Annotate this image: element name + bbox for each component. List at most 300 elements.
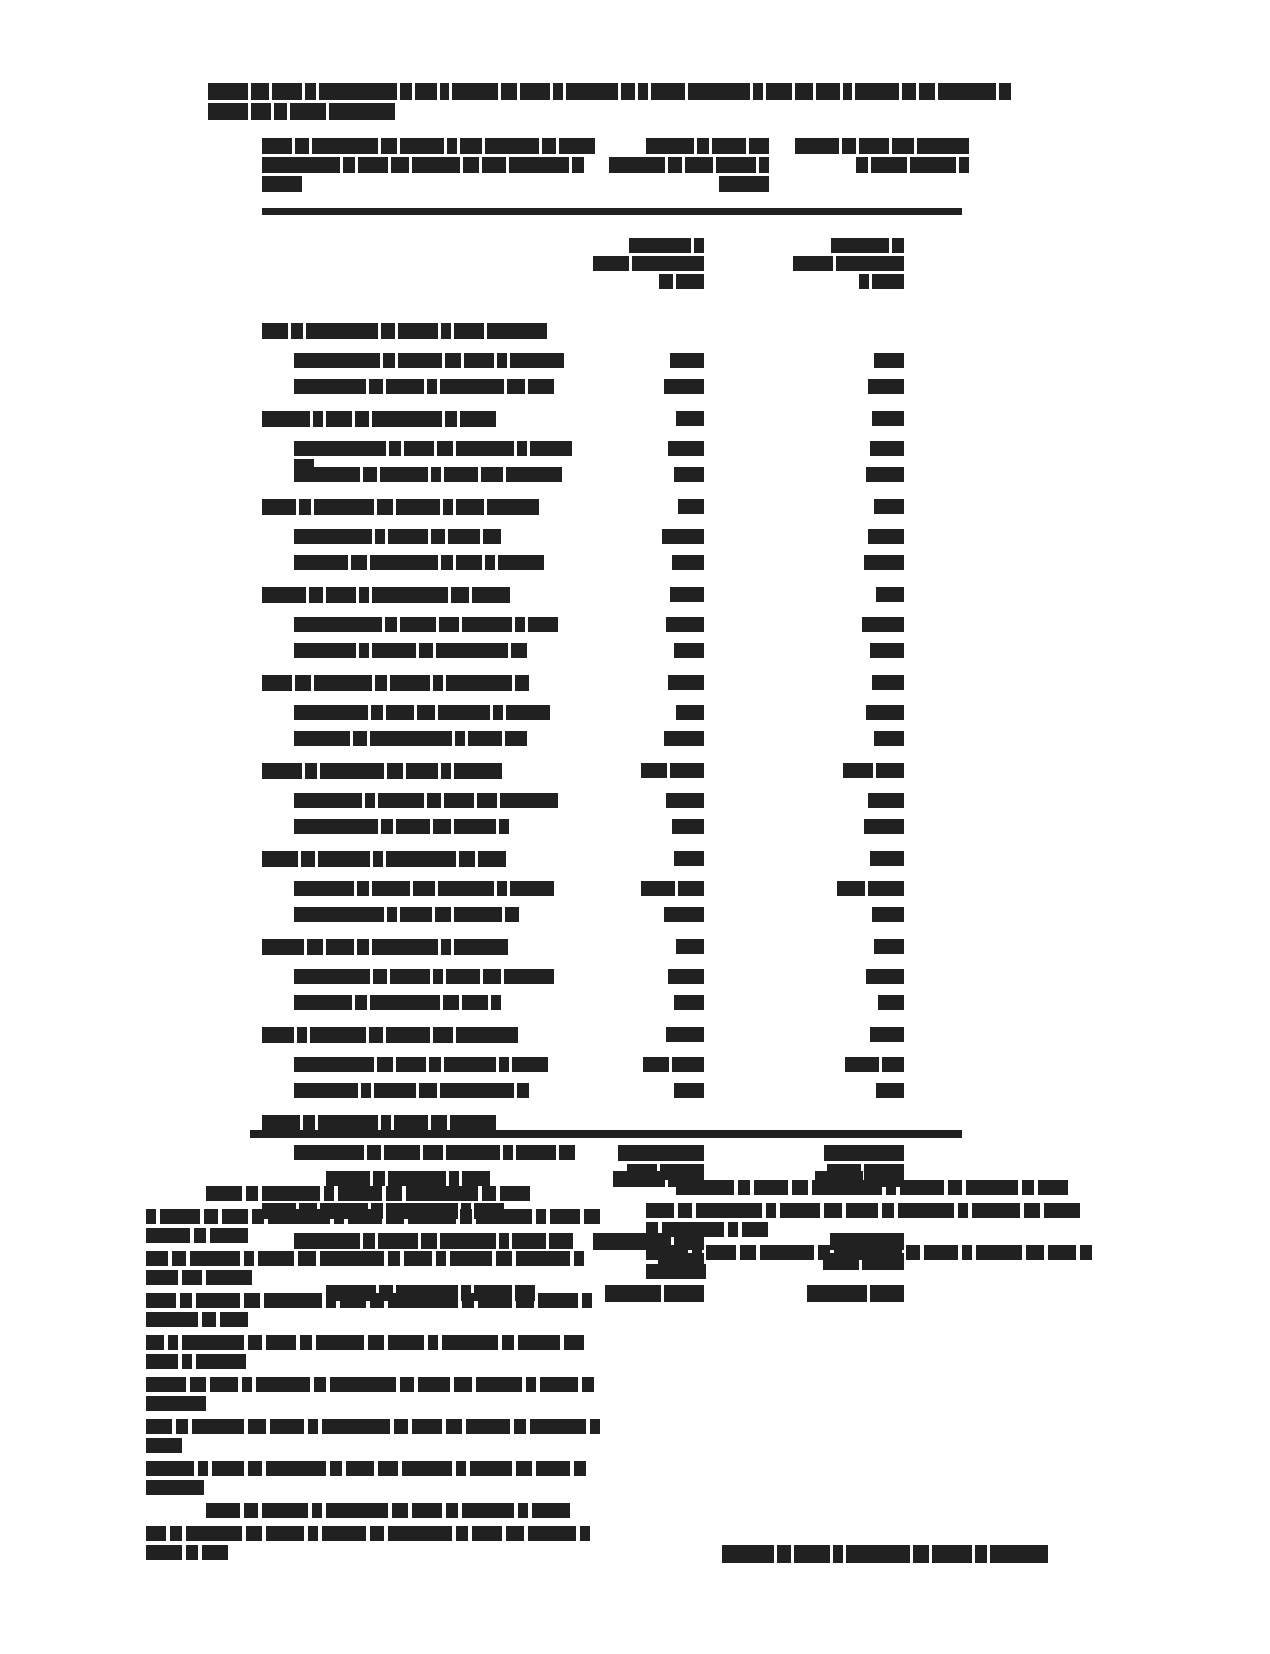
redaction-bar [754, 1180, 788, 1195]
row-label [262, 1027, 592, 1046]
table-row [262, 379, 962, 405]
redaction-bar [220, 1312, 248, 1327]
row-label-redaction [294, 1145, 592, 1163]
row-label-redaction [294, 793, 592, 811]
row-value-col1 [592, 851, 707, 869]
redaction-bar [646, 1245, 688, 1260]
redaction-bar [831, 238, 889, 253]
redaction-bar [322, 1419, 390, 1434]
redaction-bar [378, 1461, 398, 1476]
redaction-bar [252, 1209, 264, 1224]
redaction-bar [874, 731, 904, 746]
redaction-bar [400, 138, 444, 154]
redaction-bar [584, 1209, 600, 1224]
redaction-bar [419, 643, 433, 658]
redaction-bar [248, 1419, 266, 1434]
redaction-bar [676, 411, 704, 426]
redaction-bar [444, 467, 478, 482]
redaction-bar [446, 1419, 462, 1434]
row-value-col2-redaction [792, 1285, 907, 1305]
redaction-bar [427, 379, 437, 394]
row-value-col1-redaction [592, 467, 707, 485]
redaction-bar [368, 1335, 384, 1350]
row-value-col1-redaction [592, 995, 707, 1013]
redaction-bar [676, 705, 704, 720]
redaction-bar [674, 467, 704, 482]
redaction-bar [418, 1377, 450, 1392]
redaction-bar [485, 138, 539, 154]
redaction-bar [674, 995, 704, 1010]
redaction-bar [196, 1354, 246, 1369]
redaction-bar [295, 675, 311, 691]
redaction-bar [381, 323, 395, 339]
row-value-col2 [792, 353, 907, 371]
table-row [262, 353, 962, 379]
redaction-bar [433, 675, 443, 691]
redaction-bar [1044, 1203, 1080, 1218]
redaction-bar [526, 1377, 536, 1392]
redaction-bar [694, 238, 704, 253]
redaction-bar [855, 83, 899, 100]
row-label [262, 643, 592, 661]
row-label [262, 529, 592, 547]
row-value-col2 [792, 675, 907, 693]
redaction-bar [872, 274, 904, 289]
redaction-bar [868, 881, 904, 896]
redaction-bar [196, 1293, 240, 1308]
redaction-bar [251, 83, 269, 100]
redaction-bar [632, 256, 704, 271]
redaction-bar [659, 274, 673, 289]
redaction-bar [146, 1461, 194, 1476]
redaction-bar [413, 881, 435, 896]
redaction-bar [262, 157, 340, 173]
column-header-prior-period [592, 238, 707, 292]
redaction-bar [377, 499, 393, 515]
redaction-bar [719, 176, 769, 192]
redaction-bar [550, 1209, 580, 1224]
redaction-bar [380, 467, 428, 482]
redaction-bar [446, 675, 512, 691]
redaction-bar [326, 1293, 336, 1308]
redaction-bar [262, 1027, 294, 1043]
row-value-col2-redaction [792, 995, 907, 1013]
redaction-bar [818, 1245, 830, 1260]
redaction-bar [394, 1419, 408, 1434]
row-label-redaction [262, 675, 592, 694]
redaction-bar [294, 907, 384, 922]
table-row [262, 499, 962, 529]
redaction-bar [664, 731, 704, 746]
redaction-bar [294, 1145, 364, 1160]
redaction-bar [674, 1083, 704, 1098]
row-label [262, 819, 592, 837]
redaction-bar [182, 1335, 244, 1350]
redaction-bar [972, 1203, 1020, 1218]
table-row [262, 907, 962, 933]
redaction-bar [564, 1335, 584, 1350]
redaction-bar [975, 1545, 987, 1563]
row-label-redaction [294, 1057, 592, 1075]
table-row [262, 411, 962, 441]
redaction-bar [294, 793, 362, 808]
redaction-bar [452, 83, 498, 100]
redaction-bar [446, 969, 480, 984]
redaction-bar [466, 1419, 510, 1434]
row-label-redaction [294, 705, 592, 723]
row-label-redaction [262, 1027, 592, 1046]
redaction-bar [900, 1180, 944, 1195]
redaction-bar [454, 819, 496, 834]
row-value-col2-redaction [792, 763, 907, 781]
redaction-bar [464, 353, 494, 368]
redaction-bar [264, 1293, 322, 1308]
footnote-line [146, 1251, 606, 1289]
redaction-bar [1022, 1180, 1034, 1195]
table-row [262, 793, 962, 819]
redaction-bar [355, 995, 367, 1010]
row-value-col1-redaction [592, 1083, 707, 1101]
redaction-bar [866, 467, 904, 482]
redaction-bar [192, 1419, 244, 1434]
row-label-redaction [294, 995, 592, 1013]
redaction-bar [722, 1545, 774, 1563]
redaction-bar [697, 138, 709, 154]
row-label [262, 969, 592, 987]
row-value-col1 [592, 819, 707, 837]
redaction-bar [412, 1419, 442, 1434]
redaction-bar [463, 157, 479, 173]
redaction-bar [389, 441, 401, 456]
row-value-col2 [792, 1027, 907, 1045]
row-label [262, 499, 592, 518]
row-value-col2 [792, 705, 907, 723]
table-row [262, 529, 962, 555]
row-value-col1 [592, 705, 707, 723]
redaction-bar [358, 157, 388, 173]
redaction-bar [672, 1057, 704, 1072]
redaction-bar [454, 1377, 472, 1392]
column-header-current-period-redaction [792, 238, 907, 292]
redaction-bar [559, 1145, 575, 1160]
redaction-bar [443, 499, 453, 515]
redaction-bar [1038, 1180, 1068, 1195]
redaction-bar [343, 157, 355, 173]
row-value-col2 [792, 763, 907, 781]
row-value-col1 [592, 995, 707, 1013]
redaction-bar [340, 1293, 366, 1308]
row-label [262, 675, 592, 694]
redaction-bar [542, 138, 556, 154]
row-value-col2 [792, 939, 907, 957]
row-value-col1-redaction [592, 587, 707, 605]
redaction-bar [438, 881, 494, 896]
row-label [262, 555, 592, 573]
row-value-col2-redaction [792, 969, 907, 987]
redaction-bar [870, 643, 904, 658]
redaction-bar [662, 529, 704, 544]
row-value-col1-redaction [592, 705, 707, 723]
document-title-redaction [208, 83, 1038, 123]
redaction-bar [168, 1335, 178, 1350]
row-label-redaction [262, 851, 592, 870]
row-value-col1 [592, 793, 707, 811]
redaction-bar [876, 763, 904, 778]
redaction-bar [582, 1293, 592, 1308]
footnote-line [146, 1526, 606, 1564]
redaction-bar [294, 467, 360, 482]
redaction-bar [146, 1377, 186, 1392]
redaction-bar [274, 103, 287, 120]
row-value-col2-redaction [792, 617, 907, 635]
redaction-bar [528, 617, 558, 632]
redaction-bar [528, 1526, 576, 1541]
redaction-bar [303, 1115, 315, 1131]
redaction-bar [312, 138, 378, 154]
redaction-bar [146, 1526, 166, 1541]
redaction-bar [833, 1545, 843, 1563]
redaction-bar [440, 379, 504, 394]
redaction-bar [460, 411, 496, 427]
redaction-bar [324, 1186, 334, 1201]
row-value-col1-redaction [592, 617, 707, 635]
redaction-bar [668, 441, 704, 456]
redaction-bar [417, 705, 435, 720]
row-value-col2-redaction [792, 675, 907, 693]
footnote-right-redaction [646, 1180, 1096, 1283]
redaction-bar [370, 731, 452, 746]
redaction-bar [878, 995, 904, 1010]
redaction-bar [876, 1083, 904, 1098]
redaction-bar [506, 705, 550, 720]
statement-title-redaction [262, 138, 622, 195]
table-row [262, 1145, 962, 1171]
row-value-col1-redaction [592, 441, 707, 459]
row-label [262, 617, 592, 635]
redaction-bar [500, 1186, 530, 1201]
redaction-bar [454, 907, 502, 922]
redaction-bar [668, 675, 704, 690]
redaction-bar [146, 1438, 182, 1453]
row-value-col1-redaction [592, 1285, 707, 1305]
redaction-bar [357, 939, 369, 955]
redaction-bar [190, 1377, 206, 1392]
redaction-bar [206, 1270, 252, 1285]
redaction-bar [868, 379, 904, 394]
redaction-bar [478, 851, 506, 867]
redaction-bar [262, 851, 298, 867]
redaction-bar [870, 441, 904, 456]
redaction-bar [404, 1251, 432, 1266]
redaction-bar [493, 705, 503, 720]
redaction-bar [456, 441, 514, 456]
redaction-bar [516, 1251, 570, 1266]
redaction-bar [251, 103, 271, 120]
redaction-bar [443, 995, 459, 1010]
redaction-bar [176, 1419, 188, 1434]
redaction-bar [485, 555, 495, 570]
redaction-bar [777, 1545, 791, 1563]
redaction-bar [517, 441, 527, 456]
redaction-bar [204, 1209, 218, 1224]
redaction-bar [298, 1251, 316, 1266]
redaction-bar [294, 1083, 358, 1098]
redaction-bar [487, 323, 547, 339]
row-value-col2-redaction [792, 851, 907, 869]
redaction-bar [859, 274, 869, 289]
redaction-bar [294, 1057, 374, 1072]
redaction-bar [400, 907, 432, 922]
row-value-col1 [592, 379, 707, 397]
row-value-col2-redaction [792, 881, 907, 899]
redaction-bar [186, 1545, 198, 1560]
footnote-line [646, 1203, 1096, 1241]
redaction-bar [498, 555, 544, 570]
redaction-bar [866, 969, 904, 984]
redaction-bar [959, 157, 969, 173]
row-value-col2 [792, 851, 907, 869]
redaction-bar [512, 1057, 548, 1072]
row-value-col1 [592, 731, 707, 749]
row-value-col2-redaction [792, 467, 907, 485]
redaction-bar [886, 1180, 896, 1195]
redaction-bar [1080, 1245, 1092, 1260]
redaction-bar [582, 1377, 594, 1392]
table-row [262, 939, 962, 969]
redaction-bar [472, 587, 510, 603]
row-value-col1 [592, 467, 707, 485]
redaction-bar [294, 731, 350, 746]
redaction-bar [329, 103, 395, 120]
redaction-bar [641, 881, 675, 896]
row-label-redaction [262, 323, 592, 342]
redaction-bar [501, 83, 517, 100]
redaction-bar [433, 1027, 453, 1043]
row-value-col2-redaction [792, 441, 907, 459]
redaction-bar [506, 467, 562, 482]
redaction-bar [629, 238, 691, 253]
redaction-bar [478, 1293, 512, 1308]
redaction-bar [862, 617, 904, 632]
redaction-bar [868, 793, 904, 808]
redaction-bar [294, 555, 348, 570]
row-value-col2-redaction [792, 939, 907, 957]
redaction-bar [182, 1270, 202, 1285]
redaction-bar [320, 1251, 384, 1266]
redaction-bar [514, 1419, 526, 1434]
redaction-bar [353, 731, 367, 746]
row-label-redaction [294, 467, 592, 485]
redaction-bar [824, 1203, 842, 1218]
table-row [262, 731, 962, 757]
redaction-bar [190, 1251, 240, 1266]
redaction-bar [262, 411, 310, 427]
row-label [262, 467, 592, 485]
redaction-bar [294, 379, 366, 394]
redaction-bar [436, 643, 508, 658]
footnote-left [146, 1186, 606, 1568]
row-value-col1 [592, 969, 707, 987]
redaction-bar [431, 529, 445, 544]
redaction-bar [294, 353, 380, 368]
redaction-bar [244, 1503, 258, 1518]
table-row [262, 555, 962, 581]
redaction-bar [792, 1180, 808, 1195]
redaction-bar [408, 1209, 456, 1224]
row-label-redaction [294, 1083, 592, 1101]
redaction-bar [320, 763, 384, 779]
row-value-col2-redaction [792, 1027, 907, 1045]
redaction-bar [258, 1251, 294, 1266]
redaction-bar [566, 83, 618, 100]
row-value-col1 [592, 529, 707, 547]
redaction-bar [146, 1251, 168, 1266]
row-label [262, 939, 592, 958]
row-label [262, 411, 592, 430]
redaction-bar [843, 763, 873, 778]
redaction-bar [507, 379, 525, 394]
redaction-bar [369, 1027, 383, 1043]
redaction-bar [202, 1312, 216, 1327]
redaction-bar [390, 969, 430, 984]
redaction-bar [692, 1245, 702, 1260]
row-value-col1 [592, 881, 707, 899]
redaction-bar [924, 1245, 958, 1260]
redaction-bar [553, 83, 563, 100]
row-label [262, 705, 592, 723]
row-value-col2 [792, 467, 907, 485]
table-row [262, 1057, 962, 1083]
redaction-bar [383, 353, 395, 368]
redaction-bar [370, 1293, 384, 1308]
redaction-bar [666, 617, 704, 632]
redaction-bar [361, 1083, 371, 1098]
redaction-bar [455, 731, 465, 746]
redaction-bar [824, 1145, 904, 1161]
redaction-bar [882, 1203, 894, 1218]
table-row [262, 1027, 962, 1057]
row-label [262, 995, 592, 1013]
redaction-bar [505, 731, 527, 746]
row-value-col2 [792, 907, 907, 925]
redaction-bar [398, 323, 438, 339]
redaction-bar [435, 907, 451, 922]
row-value-col1-redaction [592, 907, 707, 925]
redaction-bar [621, 83, 635, 100]
redaction-bar [738, 1180, 750, 1195]
table-row [262, 1083, 962, 1109]
redaction-bar [892, 138, 914, 154]
redaction-bar [381, 819, 393, 834]
row-label [262, 881, 592, 899]
redaction-bar [919, 83, 935, 100]
redaction-bar [308, 1526, 318, 1541]
redaction-bar [400, 83, 412, 100]
row-value-col1 [592, 353, 707, 371]
redaction-bar [462, 617, 512, 632]
footnote-line [646, 1180, 1096, 1199]
redaction-bar [518, 1503, 528, 1518]
row-value-col2 [792, 881, 907, 899]
row-value-col1-redaction [592, 819, 707, 837]
redaction-bar [372, 939, 438, 955]
redaction-bar [780, 1203, 820, 1218]
redaction-bar [322, 1526, 366, 1541]
redaction-bar [319, 83, 397, 100]
column-header-current-period [792, 238, 907, 292]
period-label-col1-redaction [592, 138, 772, 195]
redaction-bar [646, 138, 694, 154]
